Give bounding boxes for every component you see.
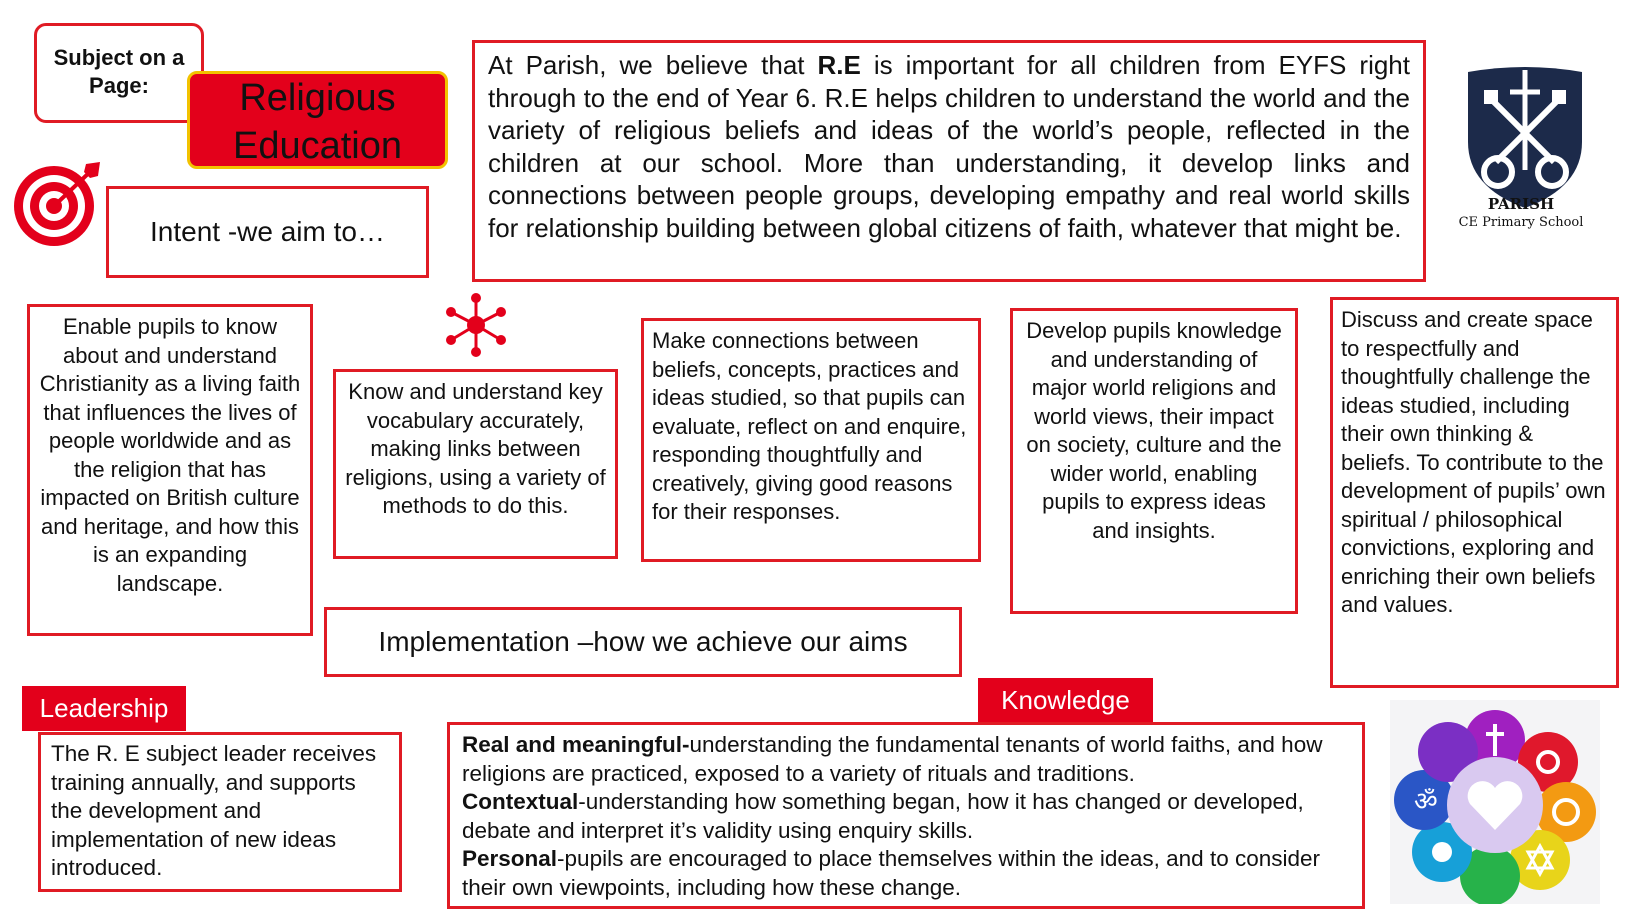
intent-header-box	[106, 186, 429, 278]
svg-text:ॐ: ॐ	[1414, 787, 1438, 817]
intro-text-pre: At Parish, we believe that	[488, 50, 818, 80]
title-box	[187, 71, 448, 169]
knowledge-item-label: Personal	[462, 846, 558, 871]
knowledge-item-real	[450, 731, 1362, 788]
world-faiths-flower-icon	[1390, 700, 1600, 904]
intro-text-bold: R.E	[817, 50, 861, 80]
knowledge-tab	[978, 678, 1153, 723]
subject-label-box	[34, 23, 204, 123]
leadership-box	[38, 732, 402, 892]
logo-school-name: PARISH	[1487, 195, 1555, 213]
aim-text: Develop pupils knowledge and understanding of major world religions and world views, their impact on society, culture and the wider world, enabling pupils to express ideas and insights.	[1026, 318, 1282, 543]
leadership-text: The R. E subject leader receives training annually, and supports the development and implementation of new ideas introduced.	[51, 741, 377, 880]
knowledge-item-text: -understanding how something began, how it has changed or developed, debate and interpret it’s validity using enquiry skills.	[462, 789, 1304, 843]
aim-text: Make connections between beliefs, concepts, practices and ideas studied, so that pupils can evaluate, reflect on and enquire, responding thoughtfully and creatively, giving good reasons for their responses.	[652, 328, 967, 524]
intro-paragraph	[475, 43, 1423, 245]
implementation-header: Implementation –how we achieve our aims	[378, 626, 908, 657]
logo-school-subtitle: CE Primary School	[1458, 215, 1584, 230]
knowledge-item-personal	[450, 845, 1362, 902]
knowledge-item-contextual	[450, 788, 1362, 845]
aim-box-connections	[641, 318, 981, 562]
aim-text: Discuss and create space to respectfully and thoughtfully challenge the ideas studied, including their own thinking & beliefs. To contribute to the development of pupils’ own spiritual / philosophical convictions, exploring and enriching their own beliefs and values.	[1341, 307, 1606, 617]
knowledge-tab-label: Knowledge	[1001, 685, 1130, 715]
target-icon	[10, 158, 104, 252]
aim-text: Enable pupils to know about and understand Christianity as a living faith that influences the lives of people worldwide and as the religion that has impacted on British culture and heritage, and how this is an expanding landscape.	[39, 314, 301, 596]
aim-box-discuss	[1330, 297, 1619, 688]
aim-box-vocabulary	[333, 369, 618, 559]
intro-text-post: is important for all children from EYFS right through to the end of Year 6. R.E helps children to understand the world and the variety of religious beliefs and ideas of the world’s people, reflected in the children at our school. More than understanding, it develop links and connections between people groups, developing empathy and real world skills for relationship building between global citizens of faith, whatever that might be.	[488, 50, 1410, 243]
page-title: Religious Education	[232, 77, 402, 167]
knowledge-item-label: Contextual	[462, 789, 579, 814]
knowledge-item-text: -pupils are encouraged to place themselves within the ideas, and to consider their own viewpoints, including how these change.	[462, 846, 1321, 900]
knowledge-item-label: Real and meaningful-	[462, 732, 690, 757]
leadership-tab-label: Leadership	[39, 693, 169, 723]
knowledge-box	[447, 722, 1365, 909]
aim-box-world-religions	[1010, 308, 1298, 614]
aim-box-christianity	[27, 304, 313, 636]
intro-box	[472, 40, 1426, 282]
aim-text: Know and understand key vocabulary accurately, making links between religions, using a variety of methods to do this.	[345, 379, 606, 518]
intent-header: Intent -we aim to…	[150, 216, 385, 247]
leadership-tab	[22, 686, 186, 731]
implementation-header-box	[324, 607, 962, 677]
knowledge-item-text: understanding the fundamental tenants of world faiths, and how religions are practiced, exposed to a variety of rituals and traditions.	[462, 732, 1323, 786]
subject-label: Subject on a Page:	[53, 45, 185, 98]
molecule-icon	[443, 292, 509, 358]
